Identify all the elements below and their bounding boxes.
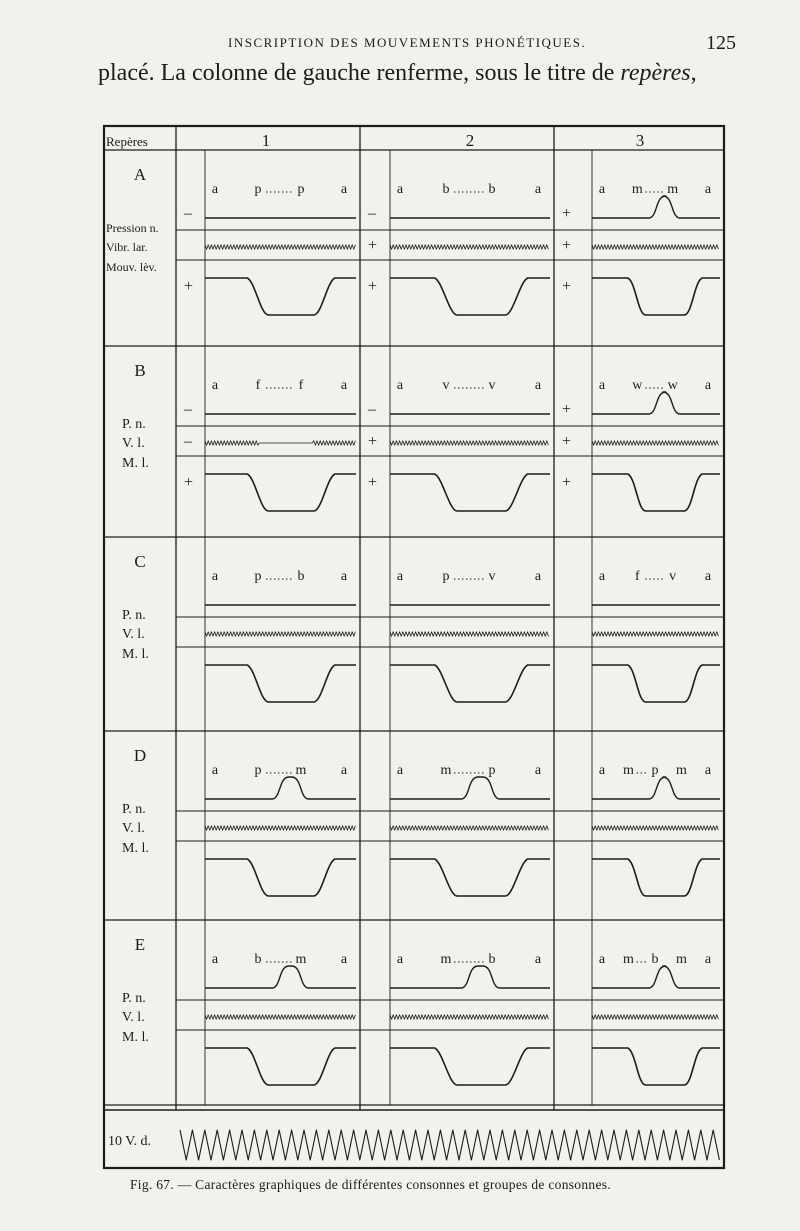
sign-plus: + bbox=[562, 205, 572, 222]
phonetic-segment: m bbox=[295, 952, 307, 967]
sign-minus: – bbox=[184, 205, 192, 222]
sign-plus: + bbox=[562, 278, 572, 295]
phonetic-segment: m bbox=[667, 182, 679, 197]
sign-minus: – bbox=[368, 205, 376, 222]
phonetic-segment: m bbox=[295, 763, 307, 778]
lip-trace bbox=[390, 278, 550, 315]
row-label: P. n. bbox=[122, 991, 146, 1006]
lip-trace bbox=[205, 859, 356, 896]
row-label: P. n. bbox=[122, 802, 146, 817]
timebase-label: 10 V. d. bbox=[108, 1134, 152, 1149]
column-number-1: 1 bbox=[261, 131, 271, 150]
lip-trace bbox=[390, 859, 550, 896]
row-label: M. l. bbox=[122, 456, 149, 471]
phonetic-segment: a bbox=[704, 952, 712, 967]
phonetic-segment: a bbox=[211, 182, 219, 197]
phonetic-segment: a bbox=[340, 952, 348, 967]
vibration-trace bbox=[592, 245, 718, 249]
phonetic-segment: p bbox=[297, 182, 305, 197]
vibration-trace bbox=[390, 632, 548, 636]
phonetic-segment: b bbox=[488, 182, 496, 197]
phonetic-segment: a bbox=[534, 952, 542, 967]
vibration-trace bbox=[205, 441, 355, 445]
row-label: M. l. bbox=[122, 1030, 149, 1045]
sign-plus: + bbox=[368, 433, 378, 450]
phonetic-segment: m bbox=[440, 952, 452, 967]
row-label: V. l. bbox=[122, 627, 145, 642]
lip-trace bbox=[592, 859, 720, 896]
intro-emphasis: repères bbox=[620, 60, 691, 86]
phonetic-segment: a bbox=[340, 569, 348, 584]
phonetic-segment: p bbox=[254, 182, 262, 197]
sign-plus: + bbox=[184, 474, 194, 491]
sign-plus: + bbox=[368, 237, 378, 254]
phonetic-segment: p bbox=[651, 763, 659, 778]
pressure-trace bbox=[592, 966, 720, 988]
phonetic-segment: m bbox=[440, 763, 452, 778]
row-label: Pression n. bbox=[106, 221, 159, 235]
pressure-trace bbox=[390, 966, 550, 988]
phonetic-segment: a bbox=[534, 378, 542, 393]
pressure-trace bbox=[205, 966, 356, 988]
phonetic-segment: a bbox=[396, 378, 404, 393]
phonetic-segment: a bbox=[598, 763, 606, 778]
phonetic-segment: a bbox=[211, 952, 219, 967]
phonetic-segment: a bbox=[211, 569, 219, 584]
section-letter-A: A bbox=[133, 165, 147, 184]
row-label: M. l. bbox=[122, 647, 149, 662]
phonetic-segment: m bbox=[676, 763, 687, 778]
sign-plus: + bbox=[368, 474, 378, 491]
phonetic-segment: f bbox=[634, 569, 640, 584]
row-label: M. l. bbox=[122, 841, 149, 856]
page-number: 125 bbox=[706, 32, 736, 54]
sign-plus: + bbox=[562, 237, 572, 254]
lip-trace bbox=[205, 1048, 356, 1085]
sign-plus: + bbox=[562, 433, 572, 450]
phonetic-segment: a bbox=[534, 763, 542, 778]
pressure-trace bbox=[205, 777, 356, 799]
section-letter-E: E bbox=[134, 935, 146, 954]
phonetic-segment: b bbox=[442, 182, 450, 197]
row-label: P. n. bbox=[122, 608, 146, 623]
phonetic-segment: a bbox=[340, 182, 348, 197]
phonetic-segment: v bbox=[669, 569, 677, 584]
lip-trace bbox=[592, 665, 720, 702]
vibration-trace bbox=[390, 441, 548, 445]
phonetic-segment: a bbox=[340, 378, 348, 393]
phonetic-segment: w bbox=[632, 378, 643, 393]
timebase-trace bbox=[180, 1130, 719, 1160]
phonetic-segment: b bbox=[651, 952, 659, 967]
phonetic-segment: a bbox=[396, 763, 404, 778]
lip-trace bbox=[390, 665, 550, 702]
phonetic-segment: b bbox=[254, 952, 262, 967]
phonetic-segment: a bbox=[704, 763, 712, 778]
pressure-trace bbox=[390, 777, 550, 799]
phonetic-segment: a bbox=[704, 569, 712, 584]
phonetic-segment: a bbox=[534, 182, 542, 197]
row-label: Vibr. lar. bbox=[106, 240, 148, 254]
row-label: V. l. bbox=[122, 1010, 145, 1025]
running-title: INSCRIPTION DES MOUVEMENTS PHONÉTIQUES. bbox=[228, 35, 587, 50]
reperes-header: Repères bbox=[106, 134, 148, 149]
phonetic-segment: p bbox=[442, 569, 450, 584]
vibration-trace bbox=[390, 1015, 548, 1019]
phonetic-segment: a bbox=[704, 182, 712, 197]
sign-plus: + bbox=[562, 474, 572, 491]
phonetic-segment: a bbox=[396, 569, 404, 584]
phonetic-segment: a bbox=[598, 952, 606, 967]
phonetic-segment: a bbox=[340, 763, 348, 778]
phonetic-segment: a bbox=[598, 378, 606, 393]
sign-minus: – bbox=[368, 401, 376, 418]
lip-trace bbox=[205, 278, 356, 315]
lip-trace bbox=[390, 1048, 550, 1085]
row-label: P. n. bbox=[122, 417, 146, 432]
sign-minus: – bbox=[184, 433, 192, 450]
row-label: V. l. bbox=[122, 436, 145, 451]
phonetic-segment: b bbox=[297, 569, 305, 584]
section-letter-D: D bbox=[133, 746, 147, 765]
vibration-trace bbox=[390, 826, 548, 830]
lip-trace bbox=[592, 1048, 720, 1085]
row-label: V. l. bbox=[122, 821, 145, 836]
phonetic-segment: f bbox=[298, 378, 304, 393]
phonetic-segment: v bbox=[488, 569, 496, 584]
phonetic-segment: p bbox=[488, 763, 496, 778]
lip-trace bbox=[390, 474, 550, 511]
phonetic-segment: w bbox=[667, 378, 678, 393]
column-number-2: 2 bbox=[465, 131, 475, 150]
section-letter-C: C bbox=[134, 552, 146, 571]
intro-text: placé. La colonne de gauche renferme, sous le titre de bbox=[98, 60, 621, 86]
figure-caption: Fig. 67. — Caractères graphiques de différentes consonnes et groupes de consonnes. bbox=[130, 1177, 611, 1192]
intro-punct: , bbox=[690, 60, 697, 86]
phonetic-segment: a bbox=[704, 378, 712, 393]
phonetic-segment: a bbox=[534, 569, 542, 584]
vibration-trace bbox=[390, 245, 548, 249]
vibration-trace bbox=[592, 632, 718, 636]
sign-minus: – bbox=[184, 401, 192, 418]
phonetic-segment: p bbox=[254, 763, 262, 778]
vibration-trace bbox=[205, 632, 355, 636]
phonetic-segment: m bbox=[623, 952, 634, 967]
phonetic-segment: v bbox=[442, 378, 450, 393]
lip-trace bbox=[205, 474, 356, 511]
vibration-trace bbox=[205, 826, 355, 830]
vibration-trace bbox=[592, 441, 718, 445]
pressure-trace bbox=[592, 777, 720, 799]
phonetic-segment: m bbox=[623, 763, 634, 778]
phonetic-segment: f bbox=[255, 378, 261, 393]
row-label: Mouv. lèv. bbox=[106, 260, 157, 274]
phonetic-segment: a bbox=[598, 569, 606, 584]
column-number-3: 3 bbox=[635, 131, 645, 150]
lip-trace bbox=[592, 474, 720, 511]
phonetic-segment: a bbox=[396, 182, 404, 197]
sign-plus: + bbox=[184, 278, 194, 295]
section-letter-B: B bbox=[134, 361, 146, 380]
vibration-trace bbox=[592, 826, 718, 830]
phonetic-segment: a bbox=[211, 378, 219, 393]
vibration-trace bbox=[592, 1015, 718, 1019]
phonetic-segment: b bbox=[488, 952, 496, 967]
phonetic-segment: a bbox=[396, 952, 404, 967]
phonetic-segment: m bbox=[676, 952, 687, 967]
lip-trace bbox=[592, 278, 720, 315]
phonetic-segment: m bbox=[631, 182, 643, 197]
phonetic-segment: p bbox=[254, 569, 262, 584]
pressure-trace bbox=[592, 392, 720, 414]
pressure-trace bbox=[592, 196, 720, 218]
phonetic-segment: v bbox=[488, 378, 496, 393]
lip-trace bbox=[205, 665, 356, 702]
vibration-trace bbox=[205, 245, 355, 249]
vibration-trace bbox=[205, 1015, 355, 1019]
phonetic-segment: a bbox=[211, 763, 219, 778]
phonetic-segment: a bbox=[598, 182, 606, 197]
sign-plus: + bbox=[562, 401, 572, 418]
sign-plus: + bbox=[368, 278, 378, 295]
